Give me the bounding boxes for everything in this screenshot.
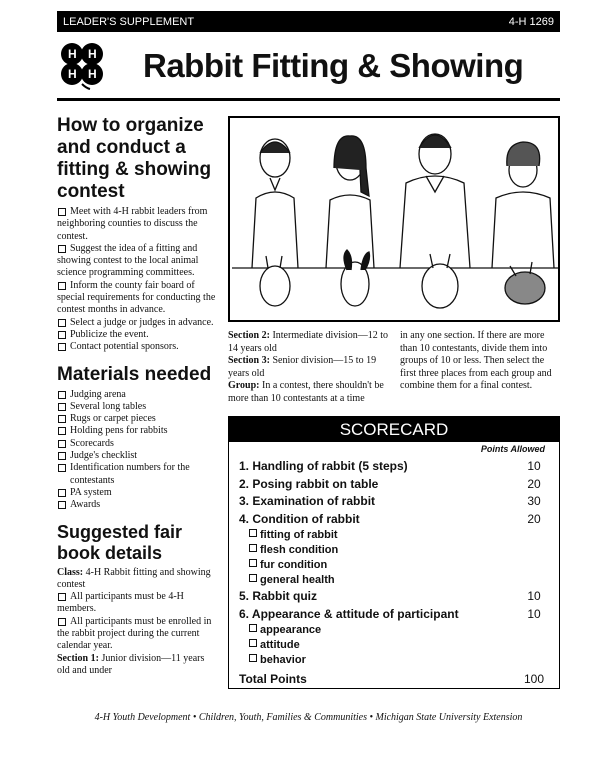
appearance-subitem: appearance	[239, 623, 547, 638]
points-allowed-header: Points Allowed	[480, 444, 545, 454]
section1-text: Junior division—11 years old and under	[57, 652, 205, 676]
score-row: 6. Appearance & attitude of participant 10	[239, 606, 541, 621]
section3-text: Senior division—15 to 19 years old	[228, 355, 377, 379]
svg-text:H: H	[68, 67, 77, 81]
appearance-subitem: attitude	[239, 638, 547, 653]
list-item: PA system	[57, 487, 217, 499]
list-item: Holding pens for rabbits	[57, 425, 217, 437]
list-item: All participants must be 4-H members.	[57, 591, 217, 616]
class-text: 4-H Rabbit fitting and showing contest	[57, 566, 211, 590]
four-h-clover-logo	[57, 40, 107, 90]
header-bar	[57, 11, 560, 32]
condition-subitem: general health	[239, 573, 547, 588]
group-text-start: In a contest, there shouldn't be more than 10 contestants at a time	[228, 380, 384, 404]
section1-paragraph	[57, 653, 217, 678]
list-item: Scorecards	[57, 438, 217, 450]
group-text-continued: in any one section. If there are more than 10 contestants, divide them into groups of 10 or less. Then select the first three places from each group and combine them for a final contest.	[400, 330, 552, 391]
illustration-kids-with-rabbits	[228, 116, 560, 322]
score-row: 2. Posing rabbit on table 20	[239, 476, 541, 491]
svg-text:H: H	[88, 47, 97, 61]
section3-label: Section 3:	[228, 355, 270, 366]
list-item: Select a judge or judges in advance.	[57, 317, 217, 329]
svg-text:H: H	[88, 67, 97, 81]
group-continued	[400, 330, 560, 393]
list-item: Several long tables	[57, 401, 217, 413]
score-row: 3. Examination of rabbit 30	[239, 494, 541, 508]
materials-heading: Materials needed	[57, 363, 212, 385]
footer: 4-H Youth Development • Children, Youth, Families & Communities • Michigan State University Extension	[94, 712, 523, 723]
section2-text: Intermediate division—12 to 14 years old	[228, 330, 388, 354]
list-item: Publicize the event.	[57, 329, 217, 341]
list-item: All participants must be enrolled in the rabbit project during the current calendar year.	[57, 616, 217, 653]
svg-text:H: H	[68, 47, 77, 61]
list-item: Identification numbers for the contestants	[57, 462, 217, 487]
class-label: Class:	[57, 566, 84, 578]
score-row: 5. Rabbit quiz 10	[239, 589, 541, 603]
group-paragraph	[228, 380, 390, 405]
fair-heading: Suggested fair book details	[57, 521, 183, 563]
list-item: Suggest the idea of a fitting and showing contest to the local animal science programming committees.	[57, 243, 217, 280]
list-item: Contact potential sponsors.	[57, 341, 217, 353]
total-row	[239, 671, 547, 689]
page-title: Rabbit Fitting & Showing	[143, 47, 524, 84]
list-item: Judge's checklist	[57, 450, 217, 462]
scorecard	[228, 416, 560, 689]
list-item: Awards	[57, 499, 217, 511]
total-label: Total Points	[239, 672, 307, 686]
title-rule	[57, 98, 560, 101]
score-row: 4. Condition of rabbit 20	[239, 511, 541, 526]
materials-list	[57, 389, 217, 512]
publication-code: 4-H 1269	[508, 15, 554, 28]
appearance-subitem: behavior	[239, 653, 547, 668]
total-points: 100	[523, 672, 545, 686]
list-item: Rugs or carpet pieces	[57, 413, 217, 425]
score-row: 1. Handling of rabbit (5 steps) 10	[239, 459, 541, 473]
list-item: Judging arena	[57, 389, 217, 401]
supplement-label: LEADER'S SUPPLEMENT	[63, 15, 195, 28]
section1-label: Section 1:	[57, 652, 99, 664]
condition-subitem: flesh condition	[239, 543, 547, 558]
left-column	[57, 115, 217, 677]
section2-paragraph	[228, 330, 390, 355]
organize-list	[57, 206, 217, 354]
fair-list	[57, 591, 217, 652]
scorecard-title: SCORECARD	[229, 417, 559, 442]
organize-heading: How to organize and conduct a fitting & showing contest	[57, 115, 212, 202]
divisions-column	[228, 330, 390, 405]
kids-rabbits-drawing	[230, 118, 560, 322]
list-item: Inform the county fair board of special requirements for conducting the contest months in advance.	[57, 279, 216, 316]
class-paragraph	[57, 567, 217, 592]
list-item: Meet with 4-H rabbit leaders from neighboring counties to discuss the contest.	[57, 206, 217, 243]
condition-subitem: fitting of rabbit	[239, 528, 547, 543]
group-label: Group:	[228, 380, 260, 391]
section3-paragraph	[228, 355, 390, 380]
section2-label: Section 2:	[228, 330, 270, 341]
condition-subitem: fur condition	[239, 558, 547, 573]
